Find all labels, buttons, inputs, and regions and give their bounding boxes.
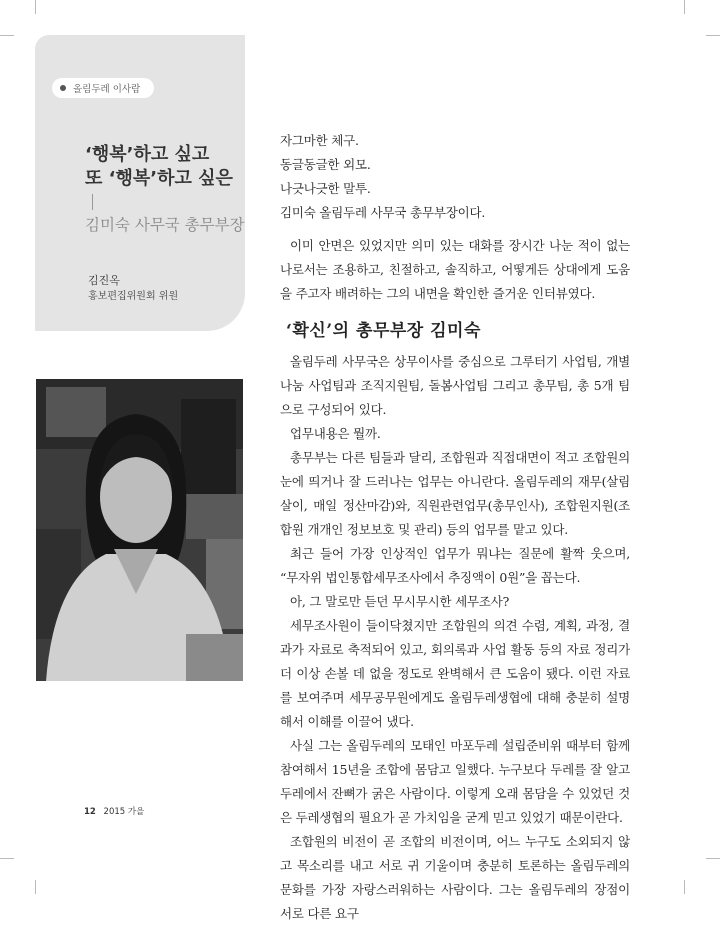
bullet-icon: [60, 85, 66, 91]
section-tag: [52, 78, 154, 98]
intro-block: [280, 129, 630, 225]
section-tag-label: 올림두레 이사람: [73, 84, 141, 95]
body-paragraph: 조합원의 비전이 곧 조합의 비전이며, 어느 누구도 소외되지 않고 목소리를 내고 서로 귀 기울이며 충분히 토론하는 올림두레의 문화를 가장 자랑스러워하는 사람이다. 그는 올림두레의 장점이 서로 다른 요구: [280, 834, 630, 921]
article-title: [85, 143, 233, 191]
author-name: 김진옥: [88, 274, 120, 287]
body-paragraph: 올림두레 사무국은 상무이사를 중심으로 그루터기 사업팀, 개별나눔 사업팀과 조직지원팀, 돌봄사업팀 그리고 총무팀, 총 5개 팀으로 구성되어 있다.: [280, 354, 630, 417]
crop-mark: [706, 35, 720, 36]
crop-mark: [684, 0, 685, 14]
article-sidebar: [35, 35, 245, 331]
lead-paragraph: 이미 안면은 있었지만 의미 있는 대화를 장시간 나눈 적이 없는 나로서는 조용하고, 친절하고, 솔직하고, 어떻게든 상대에게 도움을 주고자 배려하는 그의 내면을 확인한 즐거운 인터뷰였다.: [280, 238, 630, 301]
body-paragraph: 사실 그는 올림두레의 모태인 마포두레 설립준비위 때부터 함께 참여해서 15년을 조합에 몸담고 일했다. 누구보다 두레를 잘 알고 두레에서 잔뼈가 굵은 사람이다. 이렇게 오래 몸담을 수 있었던 것은 두레생협의 필요가 곧 가치임을 굳게 믿고 있었기 때문이란다.: [280, 738, 630, 825]
intro-line: 동글동글한 외모.: [280, 157, 371, 172]
crop-mark: [35, 0, 36, 14]
body-paragraph: 총무부는 다른 팀들과 달리, 조합원과 직접대면이 적고 조합원의 눈에 띄거나 잘 드러나는 업무는 아니란다. 올림두레의 재무(살림살이, 매일 정산마감)와, 직원관련업무(총무인사), 조합원지원(조합원 개개인 정보보호 및 관리) 등의 업무를 맡고 있다.: [280, 450, 630, 537]
author-info: [88, 273, 178, 305]
intro-line: 김미숙 올림두레 사무국 총무부장이다.: [280, 205, 486, 220]
crop-mark: [684, 880, 685, 894]
intro-line: 자그마한 체구.: [280, 133, 359, 148]
crop-mark: [0, 35, 14, 36]
article-subtitle: 김미숙 사무국 총무부장: [85, 216, 245, 234]
author-role: 홍보편집위원회 위원: [88, 291, 179, 302]
title-divider: [92, 194, 93, 210]
section-heading: ‘확신’의 총무부장 김미숙: [286, 321, 481, 341]
body-paragraph: 아, 그 말로만 듣던 무시무시한 세무조사?: [290, 594, 510, 609]
body-paragraph: 최근 들어 가장 인상적인 업무가 뭐냐는 질문에 활짝 웃으며, “무자위 법인통합세무조사에서 추징액이 0원”을 꼽는다.: [280, 546, 630, 585]
crop-mark: [0, 858, 14, 859]
lead-block: [280, 234, 630, 306]
article-title-line: 또 ‘행복’하고 싶은: [85, 168, 233, 189]
article-title-line: ‘행복’하고 싶고: [85, 144, 210, 165]
page-footer: [84, 805, 144, 817]
intro-line: 나긋나긋한 말투.: [280, 181, 371, 196]
body-paragraph: 세무조사원이 들이닥쳤지만 조합원의 의견 수렴, 계획, 과정, 결과가 자료로 축적되어 있고, 회의록과 사업 활동 등의 자료 정리가 더 이상 손볼 데 없을 정도로 완벽해서 큰 도움이 됐다. 이런 자료를 보여주며 세무공무원에게도 올림두레생협에 대해 충분히 설명해서 이해를 이끌어 냈다.: [280, 618, 630, 729]
body-paragraph: 업무내용은 뭘까.: [290, 426, 381, 441]
page-number: 12: [84, 807, 96, 817]
portrait-photo: [36, 379, 243, 681]
crop-mark: [35, 880, 36, 894]
crop-mark: [706, 858, 720, 859]
article-body: [280, 350, 630, 926]
issue-label: 2015 가을: [103, 807, 145, 817]
